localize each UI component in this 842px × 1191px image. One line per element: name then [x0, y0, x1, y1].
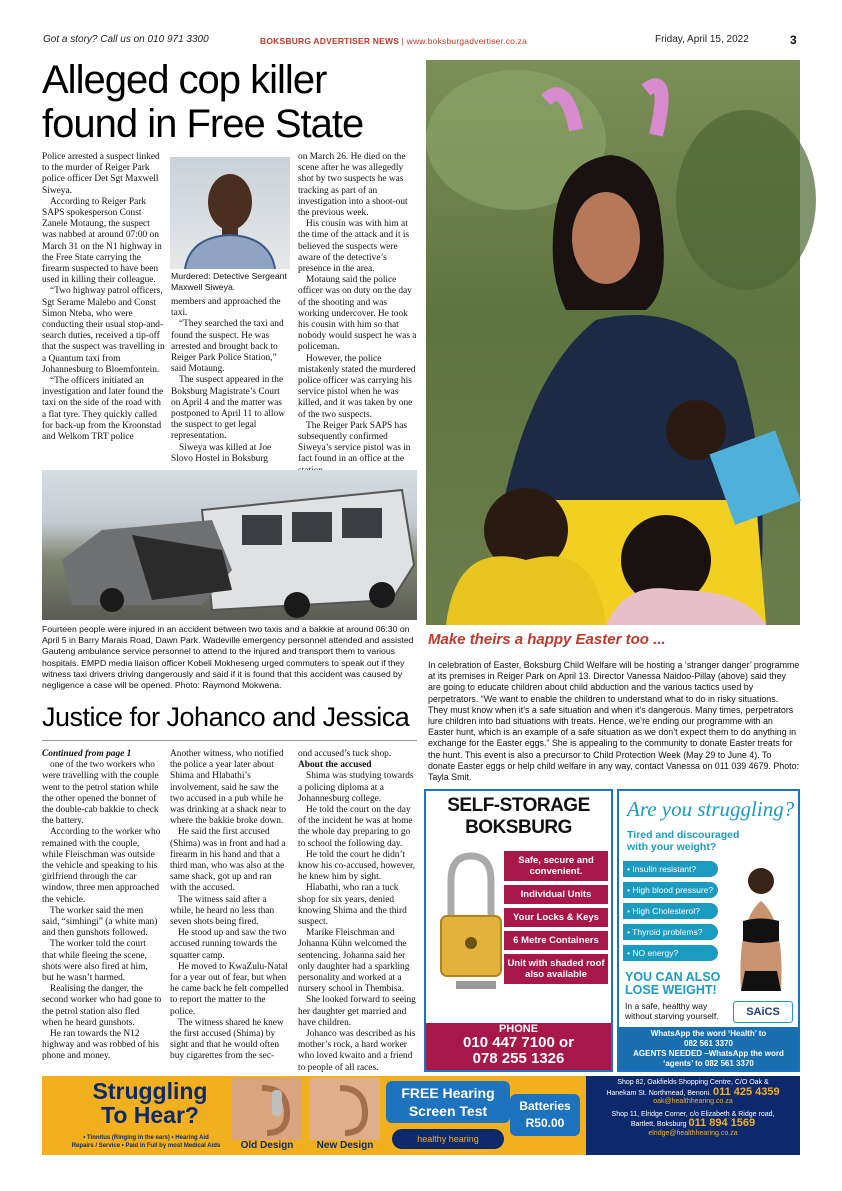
paragraph: ond accused’s tuck shop.	[298, 749, 392, 759]
paragraph: However, the police mistakenly stated the murdered police officer was carrying his service pistol when he was killed, and it was taken by one of the two suspects.	[298, 353, 416, 420]
weight-bullet-item: • Insulin resistant?	[623, 861, 718, 877]
paragraph: Realising the danger, the second worker who had gone to the petrol station also fled when he heard gunshots.	[42, 984, 162, 1028]
storage-features	[504, 851, 608, 988]
shop2-email[interactable]: elridge@healthhearing.co.za	[648, 1129, 738, 1137]
healthy-hearing-logo: healthy hearing	[392, 1129, 504, 1149]
paragraph: Hlabathi, who ran a tuck shop for six years, denied knowing Shima and the third suspect.	[298, 883, 407, 928]
storage-phone-label: PHONE	[498, 1023, 539, 1035]
storage-phone2[interactable]: 078 255 1326	[472, 1050, 565, 1067]
free1: FREE Hearing	[401, 1085, 495, 1101]
paragraph: The worker told the court that while fleeing the scene, shots were also fired at him, but he wasn’t harmed.	[42, 939, 148, 984]
paragraph: He said the first accused (Shima) was in front and had a firearm in his hand and that a third man, who was also at the same shack, got up and ran with the accused.	[170, 827, 286, 894]
batt2: R50.00	[525, 1116, 565, 1130]
storage-feature-item: 6 Metre Containers	[504, 931, 608, 950]
paragraph: The witness shared he knew the first accused (Shima) by sight and that he would often buy cigarettes from the sec-	[170, 1017, 284, 1062]
story2-column-3	[298, 749, 418, 1073]
victim-caption: Murdered: Detective Sergeant Maxwell Siweya.	[171, 271, 287, 293]
ear-images	[232, 1078, 382, 1140]
hearing-ad[interactable]	[42, 1076, 800, 1155]
shop1a: Shop 82, Oakfields Shopping Centre, C/O Oak &	[617, 1079, 769, 1086]
header-date: Friday, April 15, 2022	[655, 34, 749, 45]
weight-sub1: Tired and discouraged	[627, 829, 740, 841]
paragraph: About the accused	[298, 760, 372, 771]
shop2b: Bartlett, Boksburg	[630, 1121, 687, 1129]
storage-title2: BOKSBURG	[465, 817, 572, 838]
weight-wa3: AGENTS NEEDED –WhatsApp the word	[633, 1049, 784, 1058]
paragraph: Johanco was described as his mother’s rock, a hard worker who loved kwaito and a friend to people of all races.	[298, 1029, 416, 1073]
paragraph: on March 26. He died on the scene after he was allegedly shot by two suspects he was tracking as part of an investigation into a shoot-out the previous week.	[298, 152, 408, 219]
hearing-fine1: • Tinnitus (Ringing in the ears) • Hearing Aid	[83, 1135, 209, 1141]
publication-url[interactable]: www.boksburgadvertiser.co.za	[406, 36, 528, 46]
story1-headline	[42, 60, 363, 144]
old-design-label: Old Design	[240, 1140, 294, 1151]
storage-feature-item: Individual Units	[504, 885, 608, 904]
accident-photo	[42, 470, 417, 620]
weight-lose	[625, 971, 720, 997]
headline-line2: found in Free State	[42, 102, 364, 146]
story1-column-2	[171, 297, 291, 464]
new-design-label: New Design	[316, 1140, 374, 1151]
portrait-svg	[170, 157, 290, 269]
easter-title: Make theirs a happy Easter too ...	[428, 631, 666, 648]
header-publication[interactable]	[260, 36, 527, 46]
accident-caption: Fourteen people were injured in an accident between two taxis and a bakkie at around 06:30 on April 5 in Barry Marais Road, Dawn Park. Wadeville emergency personnel attended and assisted Gauteng ambulance service personnel to attend to the injured and transport them to various hospitals. EMPD media liaison officer Kobeli Mokheseng urged commuters to speak out if they witness taxi drivers driving dangerously and said if it is found that this accident was caused by negligence a case will be opened. Photo: Raymond Mokwena.	[42, 624, 414, 691]
storage-feature-item: Unit with shaded roof also available	[504, 954, 608, 984]
saics-logo: SAiCS	[733, 1001, 793, 1023]
padlock-icon	[436, 851, 506, 1011]
paragraph: He told the court he didn’t know his co-accused, however, he knew him by sight.	[298, 849, 416, 883]
weight-ad[interactable]	[617, 789, 800, 1072]
victim-portrait	[170, 157, 290, 269]
story2-column-2	[170, 749, 290, 1062]
storage-title1: SELF-STORAGE	[447, 795, 590, 816]
paragraph: The Reiger Park SAPS has subsequently confirmed Siweya’s service pistol was in fact found in an office at the	[298, 420, 411, 465]
weight-safe1: In a safe, healthy way	[625, 1001, 708, 1011]
free-screen-test[interactable]	[386, 1081, 510, 1123]
weight-headline: Are you struggling?	[627, 797, 795, 821]
weight-safe2: without starving yourself.	[625, 1011, 719, 1021]
easter-photo	[426, 60, 800, 625]
paragraph: one of the two workers who were travelling with the couple went to the petrol station while the other opened the bonnet of the double-cab bakkie to check the battery.	[42, 760, 159, 827]
paragraph: Shima was studying towards a policing diploma at a Johannesburg college.	[298, 771, 414, 804]
paragraph: The suspect appeared in the Boksburg Magistrate’s Court on April 4 and the matter was postponed to April 11 to allow the suspect to get legal representation.	[171, 375, 285, 442]
weight-bullet-item: • High Cholesterol?	[623, 903, 718, 919]
story2-headline: Justice for Johanco and Jessica	[42, 702, 410, 732]
shop2a: Shop 11, Elridge Corner, c/o Elizabeth & Ridge road,	[611, 1110, 775, 1118]
paragraph: “They searched the taxi and found the suspect. He was arrested and brought back to Reiger Park Police Station,” said Motaung.	[171, 319, 284, 375]
paragraph: His cousin was with him at the time of the attack and it is believed the suspects were aware of the detective’s presence in the area.	[298, 219, 410, 275]
storage-feature-item: Your Locks & Keys	[504, 908, 608, 927]
headline-line1: Alleged cop killer	[42, 58, 327, 102]
easter-body: In celebration of Easter, Boksburg Child Welfare will be hosting a ‘stranger danger’ programme at its premises in Reiger Park on April 13. Director Vanessa Naidoo-Pillay (above) said they are going to educate children about child abduction and the various tactics used by perpetrators. “We want to enable the children to understand what to do in risky situations. They must know when it’s a safe situation and when it’s dangerous. Many times, perpetrators lure children into bad situations with treats. Hence, we’re ending our programme with an Easter hunt, which is an example of a safe situation as we don’t expect them to do anything in exchange for the Easter eggs.” She is appealing to the community to donate Easter treats for the hunt. This event is also a precursor to Child Protection Week (May 29 to June 4). To donate Easter eggs or help child welfare in any way, contact Vanessa on 011 039 4679. Photo: Tayla Smit.	[428, 660, 800, 783]
batt1: Batteries	[519, 1099, 571, 1113]
sep: |	[399, 36, 407, 46]
hearing-title	[50, 1079, 250, 1127]
paragraph: Police arrested a suspect linked to the murder of Reiger Park police officer Det Sgt Maxwell Siweya.	[42, 152, 160, 196]
paragraph: According to the worker who remained with the couple, while Fleischman was outside the vehicle and speaking to his girlfriend through the car window, three men approached the vehicle.	[42, 827, 161, 905]
paragraph: Marike Fleischman and Johanna Kühn welcomed the sentencing. Johanna said her only daughter had a sparkling personality and worked at a nursery school in Thembisa.	[298, 928, 410, 995]
storage-ad[interactable]	[424, 789, 613, 1072]
paragraph: The witness said after a while, he heard no less than seven shots being fired.	[170, 894, 275, 928]
paragraph: According to Reiger Park SAPS spokesperson Const Zanele Motaung, the suspect was nabbed at around 07:00 on March 31 on the N1 highway in the Free State carrying the firearm suspected to have been used in killing their colleague.	[42, 196, 162, 286]
weight-wa4[interactable]: ‘agents’ to 082 561 3370	[663, 1059, 754, 1068]
paragraph: She looked forward to seeing her daughter get married and have children.	[298, 995, 416, 1028]
weight-sub	[627, 829, 739, 853]
storage-feature-item: Safe, secure and convenient.	[504, 851, 608, 881]
paragraph: members and approached the taxi.	[171, 297, 281, 319]
weight-lose1: YOU CAN ALSO	[625, 970, 721, 984]
shop1-phone[interactable]: 011 425 4359	[712, 1085, 780, 1098]
accident-photo-svg	[42, 470, 417, 620]
hearing-branches	[586, 1076, 800, 1155]
paragraph: He stood up and saw the two accused running towards the squatter camp.	[170, 928, 287, 961]
weight-sub2: with your weight?	[627, 841, 717, 853]
hearing-title1: Struggling	[92, 1078, 208, 1104]
page-number: 3	[790, 33, 797, 47]
story2-column-1	[42, 749, 162, 1062]
paragraph: Motaung said the police officer was on duty on the day of the shooting and was working undercover. He took his cousin with him so that nobody would suspect he was a policeman.	[298, 275, 417, 353]
paragraph: Another witness, who notified the police a year later about Shima and Hlabathi’s involvement, said he saw the two accused in a pub while he was drinking at a shack near to where the bakkie broke down.	[170, 749, 287, 827]
paragraph: Siweya was killed at Joe Slovo Hostel in Boksburg	[171, 442, 272, 464]
weight-bullets	[623, 861, 718, 966]
shop1-email[interactable]: oak@healthhearing.co.za	[653, 1098, 733, 1106]
weight-lose2: LOSE WEIGHT!	[625, 983, 717, 997]
fitness-woman-image	[723, 861, 798, 991]
weight-wa1: WhatsApp the word ‘Health’ to	[650, 1029, 767, 1038]
paragraph: The worker said the men said, “simhingi” (a white man) and then gunshots followed.	[42, 905, 158, 939]
paragraph: “Two highway patrol officers, Sgt Serame Malebo and Const Simon Nteba, who were conducting their usual stop-and-search duties, received a tip-off that the suspect was travelling in a Quantum taxi from Johannesburg to Bloemfontein.	[42, 286, 165, 375]
publication-name: BOKSBURG ADVERTISER NEWS	[260, 36, 400, 46]
weight-contact[interactable]	[619, 1027, 798, 1070]
paragraph: He ran towards the N12 highway and was robbed of his phone and money.	[42, 1029, 159, 1062]
header-tip: Got a story? Call us on 010 971 3300	[43, 34, 209, 45]
hearing-fine	[46, 1134, 246, 1150]
weight-wa2[interactable]: 082 561 3370	[684, 1039, 733, 1048]
story1-column-1	[42, 152, 166, 460]
weight-bullet-item: • Thyroid problems?	[623, 924, 718, 940]
shop1b: Hanekam St. Northmead, Benoni.	[606, 1089, 712, 1097]
storage-phone1[interactable]: 010 447 7100 or	[463, 1034, 574, 1051]
easter-photo-svg	[426, 60, 800, 625]
hearing-fine2: Repairs / Service • Paid in Full by most Medical Aids	[71, 1143, 221, 1149]
free2: Screen Test	[408, 1103, 488, 1119]
paragraph: “The officers initiated an investigation and later found the taxi on the side of the road with a flat tyre. They quickly called for back-up from the Kroonstad and Welkom TRT police	[42, 376, 164, 443]
weight-bullet-item: • High blood pressure?	[623, 882, 718, 898]
story1-column-3	[298, 152, 418, 465]
paragraph: He told the court on the day of the incident he was at home the whole day preparing to go to school the following day.	[298, 805, 413, 849]
paragraph: He moved to KwaZulu-Natal for a year out of fear, but when he came back he felt compelled to report the matter to the police.	[170, 961, 289, 1017]
weight-bullet-item: • NO energy?	[623, 945, 718, 961]
weight-safe	[625, 1001, 719, 1021]
shop2-phone[interactable]: 011 894 1569	[688, 1117, 756, 1130]
divider	[42, 740, 417, 741]
storage-phone-box[interactable]	[426, 1023, 611, 1070]
batteries-offer[interactable]	[510, 1094, 580, 1136]
paragraph: Continued from page 1	[42, 749, 132, 759]
hearing-title2: To Hear?	[101, 1102, 199, 1128]
